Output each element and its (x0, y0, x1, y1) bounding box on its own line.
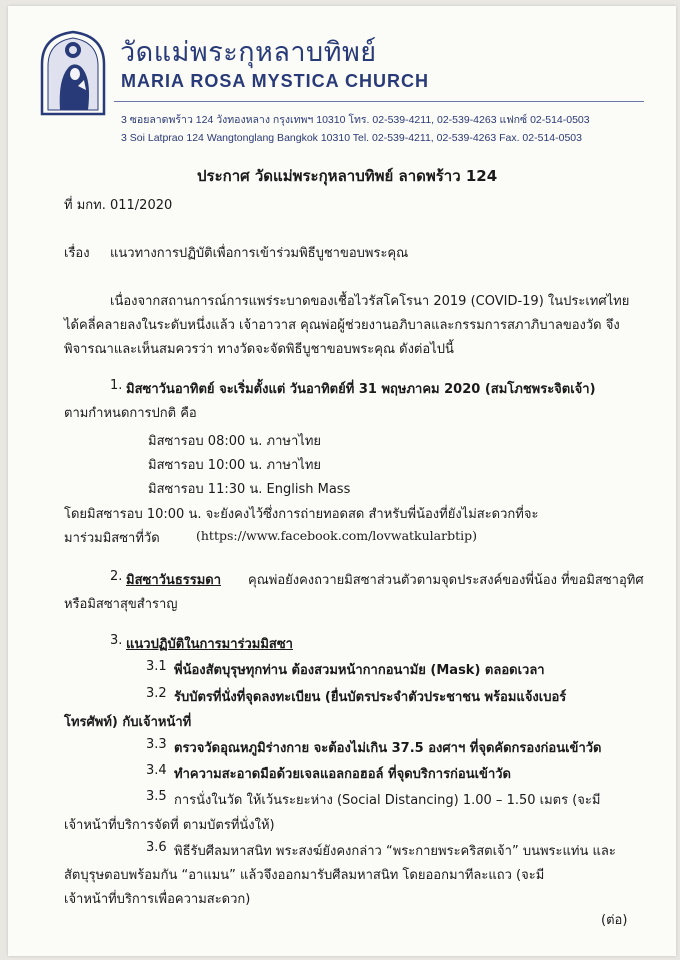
item-3-2-line-2: โทรศัพท์) กับเจ้าหน้าที่ (64, 715, 192, 730)
announcement-title: ประกาศ วัดแม่พระกุหลาบทิพย์ ลาดพร้าว 124 (197, 167, 498, 185)
mass-time-1: มิสซารอบ 08:00 น. ภาษาไทย (148, 434, 322, 449)
intro-line-2: ได้คลี่คลายลงในระดับหนึ่งแล้ว เจ้าอาวาส คุณพ่อผู้ช่วยงานอภิบาลและกรรมการสภาภิบาลของวัด จึง (64, 318, 620, 333)
item-3-4: ทำความสะอาดมือด้วยเจลแอลกอฮอล์ ที่จุดบริการก่อนเข้าวัด (174, 767, 511, 782)
section-2-line-2: หรือมิสซาสุขสำราญ (64, 597, 178, 612)
section-1-number: 1. (110, 378, 123, 393)
intro-line-3: พิจารณาและเห็นสมควรว่า ทางวัดจะจัดพิธีบูชาขอบพระคุณ ดังต่อไปนี้ (64, 342, 454, 357)
item-3-4-number: 3.4 (146, 763, 167, 778)
item-3-3: ตรวจวัดอุณหภูมิร่างกาย จะต้องไม่เกิน 37.5 องศาฯ ที่จุดคัดกรองก่อนเข้าวัด (174, 741, 602, 756)
item-3-6-number: 3.6 (146, 840, 167, 855)
section-2-heading: มิสซาวันธรรมดา (126, 573, 222, 588)
mass-time-2: มิสซารอบ 10:00 น. ภาษาไทย (148, 458, 322, 473)
item-3-1-number: 3.1 (146, 659, 167, 674)
livestream-note-1: โดยมิสซารอบ 10:00 น. จะยังคงไว้ซึ่งการถ่ายทอดสด สำหรับพี่น้องที่ยังไม่สะดวกที่จะ (64, 507, 539, 522)
livestream-note-2: มาร่วมมิสซาที่วัด (64, 531, 160, 546)
mass-time-3: มิสซารอบ 11:30 น. English Mass (148, 482, 351, 497)
item-3-5-line-2: เจ้าหน้าที่บริการจัดที่ ตามบัตรที่นั่งให้) (64, 818, 275, 833)
address-english: 3 Soi Latprao 124 Wangtonglang Bangkok 10310 Tel. 02-539-4211, 02-539-4263 Fax. 02-514-0503 (121, 132, 582, 144)
subject-label: เรื่อง (64, 246, 90, 261)
item-3-2-number: 3.2 (146, 686, 167, 701)
section-2-number: 2. (110, 569, 123, 584)
section-2-text: คุณพ่อยังคงถวายมิสซาส่วนตัวตามจุดประสงค์ของพี่น้อง ที่ขอมิสซาอุทิศ (248, 573, 644, 588)
item-3-6-line-2: สัตบุรุษตอบพร้อมกัน “อาแมน” แล้วจึงออกมารับศีลมหาสนิท โดยออกมาทีละแถว (จะมี (64, 868, 545, 883)
section-3-heading: แนวปฏิบัติในการมาร่วมมิสซา (126, 637, 293, 652)
facebook-link: (https://www.facebook.com/lovwatkularbtip) (196, 528, 477, 543)
church-logo (38, 30, 108, 116)
church-name-english: MARIA ROSA MYSTICA CHURCH (121, 71, 429, 91)
item-3-1: พี่น้องสัตบุรุษทุกท่าน ต้องสวมหน้ากากอนามัย (Mask) ตลอดเวลา (174, 663, 545, 678)
item-3-6: พิธีรับศีลมหาสนิท พระสงฆ์ยังคงกล่าว “พระกายพระคริสตเจ้า” บนพระแท่น และ (174, 844, 616, 859)
section-1-line-2: ตามกำหนดการปกติ คือ (64, 406, 197, 421)
reference-number: ที่ มกท. 011/2020 (64, 198, 173, 213)
item-3-5: การนั่งในวัด ให้เว้นระยะห่าง (Social Distancing) 1.00 – 1.50 เมตร (จะมี (174, 793, 601, 808)
item-3-6-line-3: เจ้าหน้าที่บริการเพื่อความสะดวก) (64, 892, 251, 907)
item-3-3-number: 3.3 (146, 737, 167, 752)
continued-marker: (ต่อ) (601, 913, 628, 928)
address-thai: 3 ซอยลาดพร้าว 124 วังทองหลาง กรุงเทพฯ 10310 โทร. 02-539-4211, 02-539-4263 แฟกซ์ 02-514-0503 (121, 114, 590, 126)
header-divider (114, 101, 644, 102)
item-3-5-number: 3.5 (146, 789, 167, 804)
section-1-heading: มิสซาวันอาทิตย์ จะเริ่มตั้งแต่ วันอาทิตย์ที่ 31 พฤษภาคม 2020 (สมโภชพระจิตเจ้า) (126, 382, 596, 397)
subject-text: แนวทางการปฏิบัติเพื่อการเข้าร่วมพิธีบูชาขอบพระคุณ (110, 246, 409, 261)
section-3-number: 3. (110, 633, 123, 648)
item-3-2: รับบัตรที่นั่งที่จุดลงทะเบียน (ยื่นบัตรประจำตัวประชาชน พร้อมแจ้งเบอร์ (174, 690, 567, 705)
intro-line-1: เนื่องจากสถานการณ์การแพร่ระบาดของเชื้อไวรัสโคโรนา 2019 (COVID-19) ในประเทศไทย (110, 294, 630, 309)
church-name-thai: วัดแม่พระกุหลาบทิพย์ (120, 37, 377, 68)
